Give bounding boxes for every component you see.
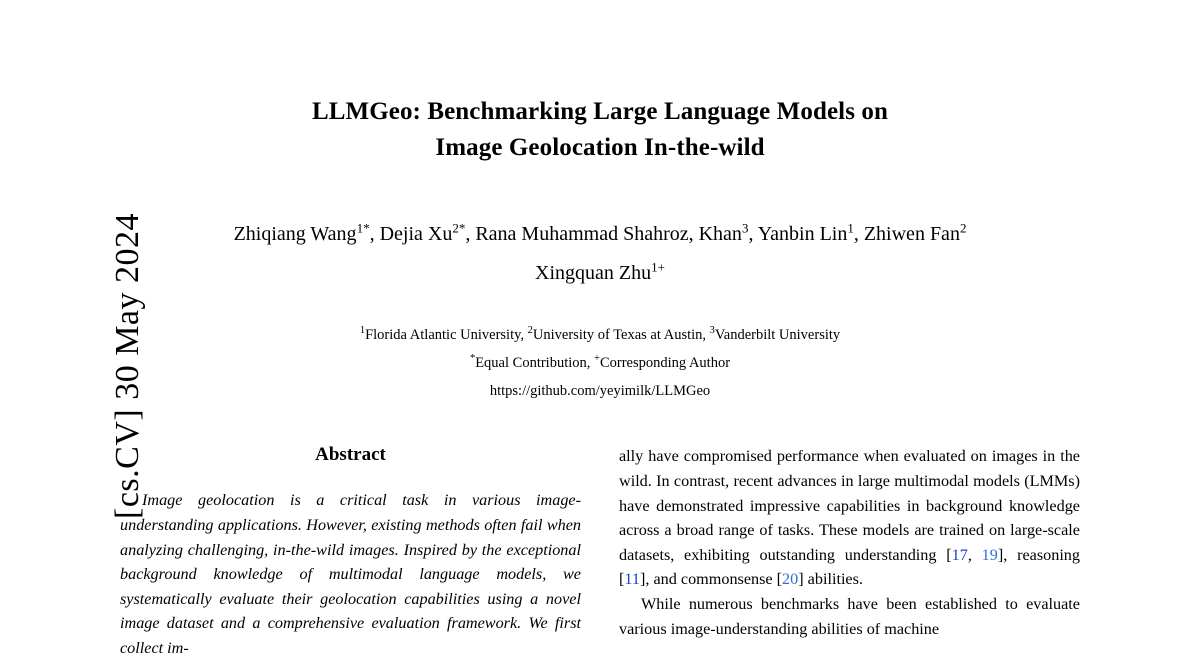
arxiv-stamp: [cs.CV] 30 May 2024 bbox=[109, 212, 146, 519]
title-line-1: LLMGeo: Benchmarking Large Language Models on bbox=[311, 98, 889, 125]
author-sup: 1 bbox=[847, 219, 854, 235]
author-name: , Rana Muhammad Shahroz, Khan bbox=[465, 222, 742, 245]
citation-link[interactable]: 17 bbox=[951, 545, 968, 564]
abstract-heading: Abstract bbox=[315, 444, 386, 466]
citation-link[interactable]: 19 bbox=[981, 545, 998, 564]
right-column bbox=[619, 444, 1080, 660]
author-name: Xingquan Zhu bbox=[535, 261, 652, 284]
project-url[interactable]: https://github.com/yeyimilk/LLMGeo bbox=[489, 383, 711, 400]
affiliation-line bbox=[120, 321, 1080, 349]
note-sup: * bbox=[469, 352, 476, 364]
affiliations bbox=[120, 321, 1080, 378]
author-notes-line bbox=[120, 349, 1080, 377]
author-name: , Yanbin Lin bbox=[748, 222, 848, 245]
author-sup: 2 bbox=[959, 219, 967, 235]
author-sup: 3 bbox=[741, 219, 749, 235]
citation-separator: , bbox=[967, 545, 982, 564]
note-text: Corresponding Author bbox=[599, 354, 731, 371]
author-name: , Zhiwen Fan bbox=[853, 222, 960, 245]
affiliation-sup: 1 bbox=[359, 324, 366, 336]
title-line-2: Image Geolocation In-the-wild bbox=[435, 134, 765, 162]
note-text: Equal Contribution, bbox=[475, 354, 591, 371]
author-sup: 1+ bbox=[651, 258, 665, 274]
author-name: , Dejia Xu bbox=[369, 222, 453, 245]
intro-paragraph-1 bbox=[619, 444, 1080, 592]
citation-link[interactable]: 20 bbox=[782, 570, 799, 589]
paper-page bbox=[120, 0, 1080, 657]
intro-paragraph-2: While numerous benchmarks have been established to evaluate various image-understanding abilities of machine bbox=[619, 595, 1080, 638]
affiliation-sup: 2 bbox=[527, 324, 533, 336]
affiliation-text: Vanderbilt University bbox=[714, 326, 841, 343]
citation-link[interactable]: 11 bbox=[624, 570, 640, 589]
abstract-text: Image geolocation is a critical task in various image-understanding applications. However, existing methods often fail when analyzing challenging, in-the-wild images. Inspired by the exceptional background knowledge of multimodal language models, we systematically evaluate their geolocation capabilities using a novel image dataset and a comprehensive evaluation framework. We first collect im- bbox=[120, 491, 581, 657]
author-list bbox=[120, 215, 1080, 293]
paragraph-text: ], and commonsense [ bbox=[639, 570, 783, 589]
page-title bbox=[120, 94, 1080, 167]
affiliation-text: University of Texas at Austin, bbox=[532, 326, 707, 343]
paragraph-text: ], reasoning [ bbox=[619, 545, 1080, 589]
note-sup: + bbox=[594, 352, 600, 364]
author-sup: 2* bbox=[452, 219, 466, 235]
affiliation-text: Florida Atlantic University, bbox=[365, 326, 525, 343]
affiliation-sup: 3 bbox=[709, 324, 715, 336]
paragraph-text: ally have compromised performance when evaluated on images in the wild. In contrast, recent advances in large multimodal models (LMMs) have demonstrated impressive capabilities in background knowledge across a broad range of tasks. These models are trained on large-scale datasets, exhibiting outstanding understanding [ bbox=[619, 447, 1080, 564]
author-line-1 bbox=[120, 215, 1080, 254]
author-sup: 1* bbox=[356, 219, 370, 235]
author-name: Zhiqiang Wang bbox=[233, 222, 357, 245]
author-line-2 bbox=[120, 254, 1080, 293]
paragraph-text: ] abilities. bbox=[798, 570, 863, 589]
two-column-body bbox=[120, 444, 1080, 660]
left-column bbox=[120, 444, 581, 660]
